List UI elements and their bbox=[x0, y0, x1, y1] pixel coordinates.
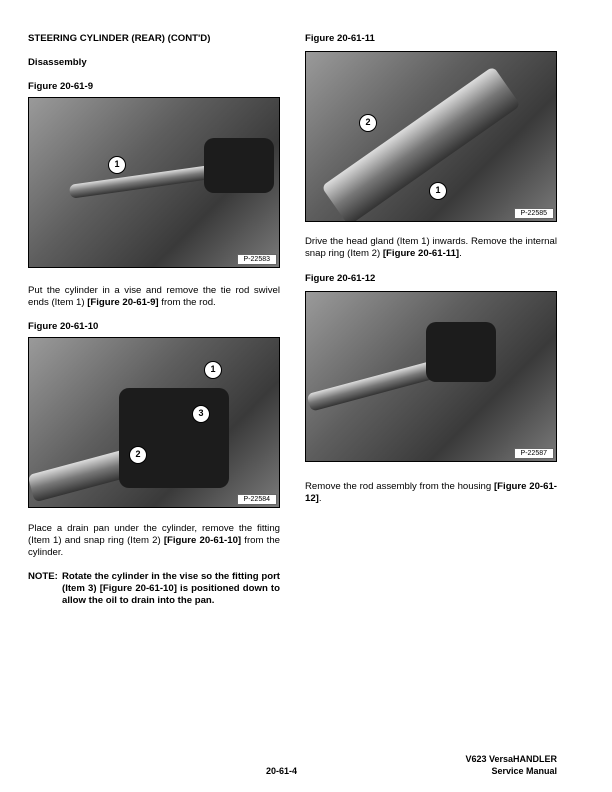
callout-2: 2 bbox=[359, 114, 377, 132]
figure-label: Figure 20-61-9 bbox=[28, 81, 94, 92]
instruction-paragraph: Put the cylinder in a vise and remove the tie rod swivel ends (Item 1) [Figure 20-61-9] from the rod. bbox=[28, 285, 280, 308]
figure-photo-20-61-10 bbox=[28, 337, 280, 508]
photo-id: P-22584 bbox=[237, 494, 277, 505]
section-heading: Disassembly bbox=[28, 57, 87, 68]
photo-id: P-22587 bbox=[514, 448, 554, 459]
photo-id: P-22583 bbox=[237, 254, 277, 265]
note bbox=[28, 571, 280, 607]
figure-label: Figure 20-61-10 bbox=[28, 321, 99, 332]
callout-1: 1 bbox=[429, 182, 447, 200]
figure-label: Figure 20-61-11 bbox=[305, 33, 375, 44]
note-label: NOTE: bbox=[28, 571, 58, 582]
figure-label: Figure 20-61-12 bbox=[305, 273, 376, 284]
callout-2: 2 bbox=[129, 446, 147, 464]
instruction-paragraph: Drive the head gland (Item 1) inwards. Remove the internal snap ring (Item 2) [Figure 20-61-11]. bbox=[305, 236, 557, 259]
figure-photo-20-61-9 bbox=[28, 97, 280, 268]
footer-manual: Service Manual bbox=[491, 766, 557, 776]
callout-1: 1 bbox=[108, 156, 126, 174]
photo-id: P-22585 bbox=[514, 208, 554, 219]
callout-3: 3 bbox=[192, 405, 210, 423]
footer-model: V623 VersaHANDLER bbox=[465, 754, 557, 764]
page-title: STEERING CYLINDER (REAR) (CONT'D) bbox=[28, 33, 211, 44]
note-text: Rotate the cylinder in the vise so the fitting port (Item 3) [Figure 20-61-10] is positioned down to allow the oil to drain into the pan. bbox=[62, 571, 280, 606]
instruction-paragraph: Place a drain pan under the cylinder, remove the fitting (Item 1) and snap ring (Item 2) [Figure 20-61-10] from the cylinder. bbox=[28, 523, 281, 558]
instruction-paragraph: Remove the rod assembly from the housing [Figure 20-61-12]. bbox=[305, 481, 557, 504]
figure-photo-20-61-11 bbox=[305, 51, 557, 222]
figure-photo-20-61-12 bbox=[305, 291, 557, 462]
callout-1: 1 bbox=[204, 361, 222, 379]
page-number: 20-61-4 bbox=[266, 766, 298, 776]
